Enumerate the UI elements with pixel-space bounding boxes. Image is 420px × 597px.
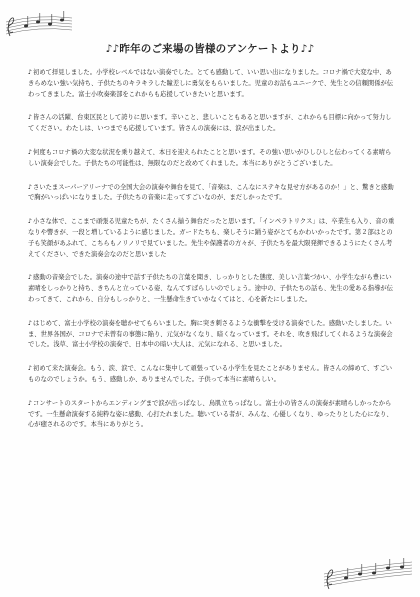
music-note-icon: ♪ — [28, 114, 33, 122]
music-note-icon: ♪ — [28, 69, 33, 76]
music-note-icon: ♪ — [28, 218, 33, 226]
response-entry: ♪感動の音楽会でした。演奏の途中で話す子供たちの言葉を聞き、しっかりとした態度、美しい言葉づかい、小学生ながら豊にい素晴をしっかりと持ち、きちんと立っている姿、なんてすばらしいのでしょう。途中の、子供たちの話も、先生の愛ある指導が伝わってきて、これから、自分もしっかりと、一生懸命生きていかなくてはと、心を新たにしました。 — [28, 274, 393, 303]
response-entry: ♪初めて拝見しました。小学校レベルではない演奏でした。とても感動して、いい思い出になりました。コロナ禍で大変な中、あきらめない強い気持ち、子供たちのキラキラした瞳差しに勇気をもらいました。児童のお話もユニークで、先生との信頼関係が伝わってきました。富士小吹奏楽部をこれからも応援していきたいと思います。 — [28, 69, 394, 98]
survey-responses — [28, 68, 396, 444]
music-note-icon: ♪ — [28, 399, 33, 407]
response-entry: ♪さいたまスーパーアリーナでの全国大会の演奏や舞台を見て、「音楽は、こんなにステキな見せ方があるのか！」と、驚きと感動で胸がいっぱいになりました。子供たちの音楽に走ってすごいなのが、まだしかったです。 — [28, 183, 394, 202]
music-note-icon: ♪ — [28, 365, 33, 373]
music-note-icon: ♪ — [28, 274, 33, 282]
response-entry: ♪何度もコロナ禍の大変な状況を乗り越えて、本日を迎えられたことと思います。その強い思いがひしひしと伝わってくる素晴らしい演奏会でした。子供たちの可能性は、無限なのだと改めてくれました。本当にありがとうございました。 — [28, 148, 392, 167]
music-staff-decoration-icon — [4, 8, 74, 42]
music-staff-decoration-icon — [322, 556, 414, 592]
response-entry: ♪はじめて、富士小学校の演奏を聴かせてもらいました。胸に突き刺さるような衝撃を受ける演奏でした。感動いたしました。いま、世界各国が、コロナで未曽有の事態に陥り、元気がなくなり、暗くなっています。それを、吹き飛ばしてくれるような演奏会でした。浅草、富士小学校の演奏で、日本中の暗い大人は、元気になれる、と思いました。 — [28, 319, 393, 349]
response-entry: ♪皆さんの活躍、台東区民として誇りに思います。辛いこと、悲しいこともあると思いますが、これからも目標に向かって努力してください。わたしは、いつまでも応援しています。皆さんの演奏には、涙が出ました。 — [28, 114, 392, 133]
response-entry: ♪小さな体で、ここまで頑張る児童たちが、たくさん揃う舞台だったと思います。「インペラトリクス」は、卒業生も入り、音の重なりや響きが、一段と増しているように感じました。ガードたちも、楽しそうに踊う姿がとてもかわいかったです。第２部はとの子も笑顔があふれて、こちらもノリノリで見ていました。先生や保護者の方々が、子供たちを最大限発揮できるようにたくさん考えてください、できた演奏会なのだと思いました — [28, 218, 395, 258]
music-note-icon: ♪ — [28, 148, 33, 156]
response-entry: ♪初めて来た演奏会。もう、涙、涙で、こんなに集中して頑張っている小学生を見たことがありません。皆さんの締めて、すごいものなのでしょうか。もう、感動しか、ありませんでした。子供って本当に素晴らしい。 — [28, 365, 393, 383]
page-title: ♪♪昨年のご来場の皆様のアンケートより♪♪ — [105, 43, 315, 55]
music-note-icon: ♪ — [28, 319, 33, 327]
response-entry: ♪コンサートのスタートからエンディングまで涙が出っぱなし、鳥肌立ちっぱなし。富士小の皆さんの演奏が素晴らしかったからです。一生懸命演奏する純粋な姿に感動、心打たれました。聴いている者が、みんな、心優しくなり、ゆったりとした心になり、心が癒されるのです。本当にありがとう。 — [28, 399, 393, 429]
music-note-icon: ♪ — [28, 183, 33, 191]
